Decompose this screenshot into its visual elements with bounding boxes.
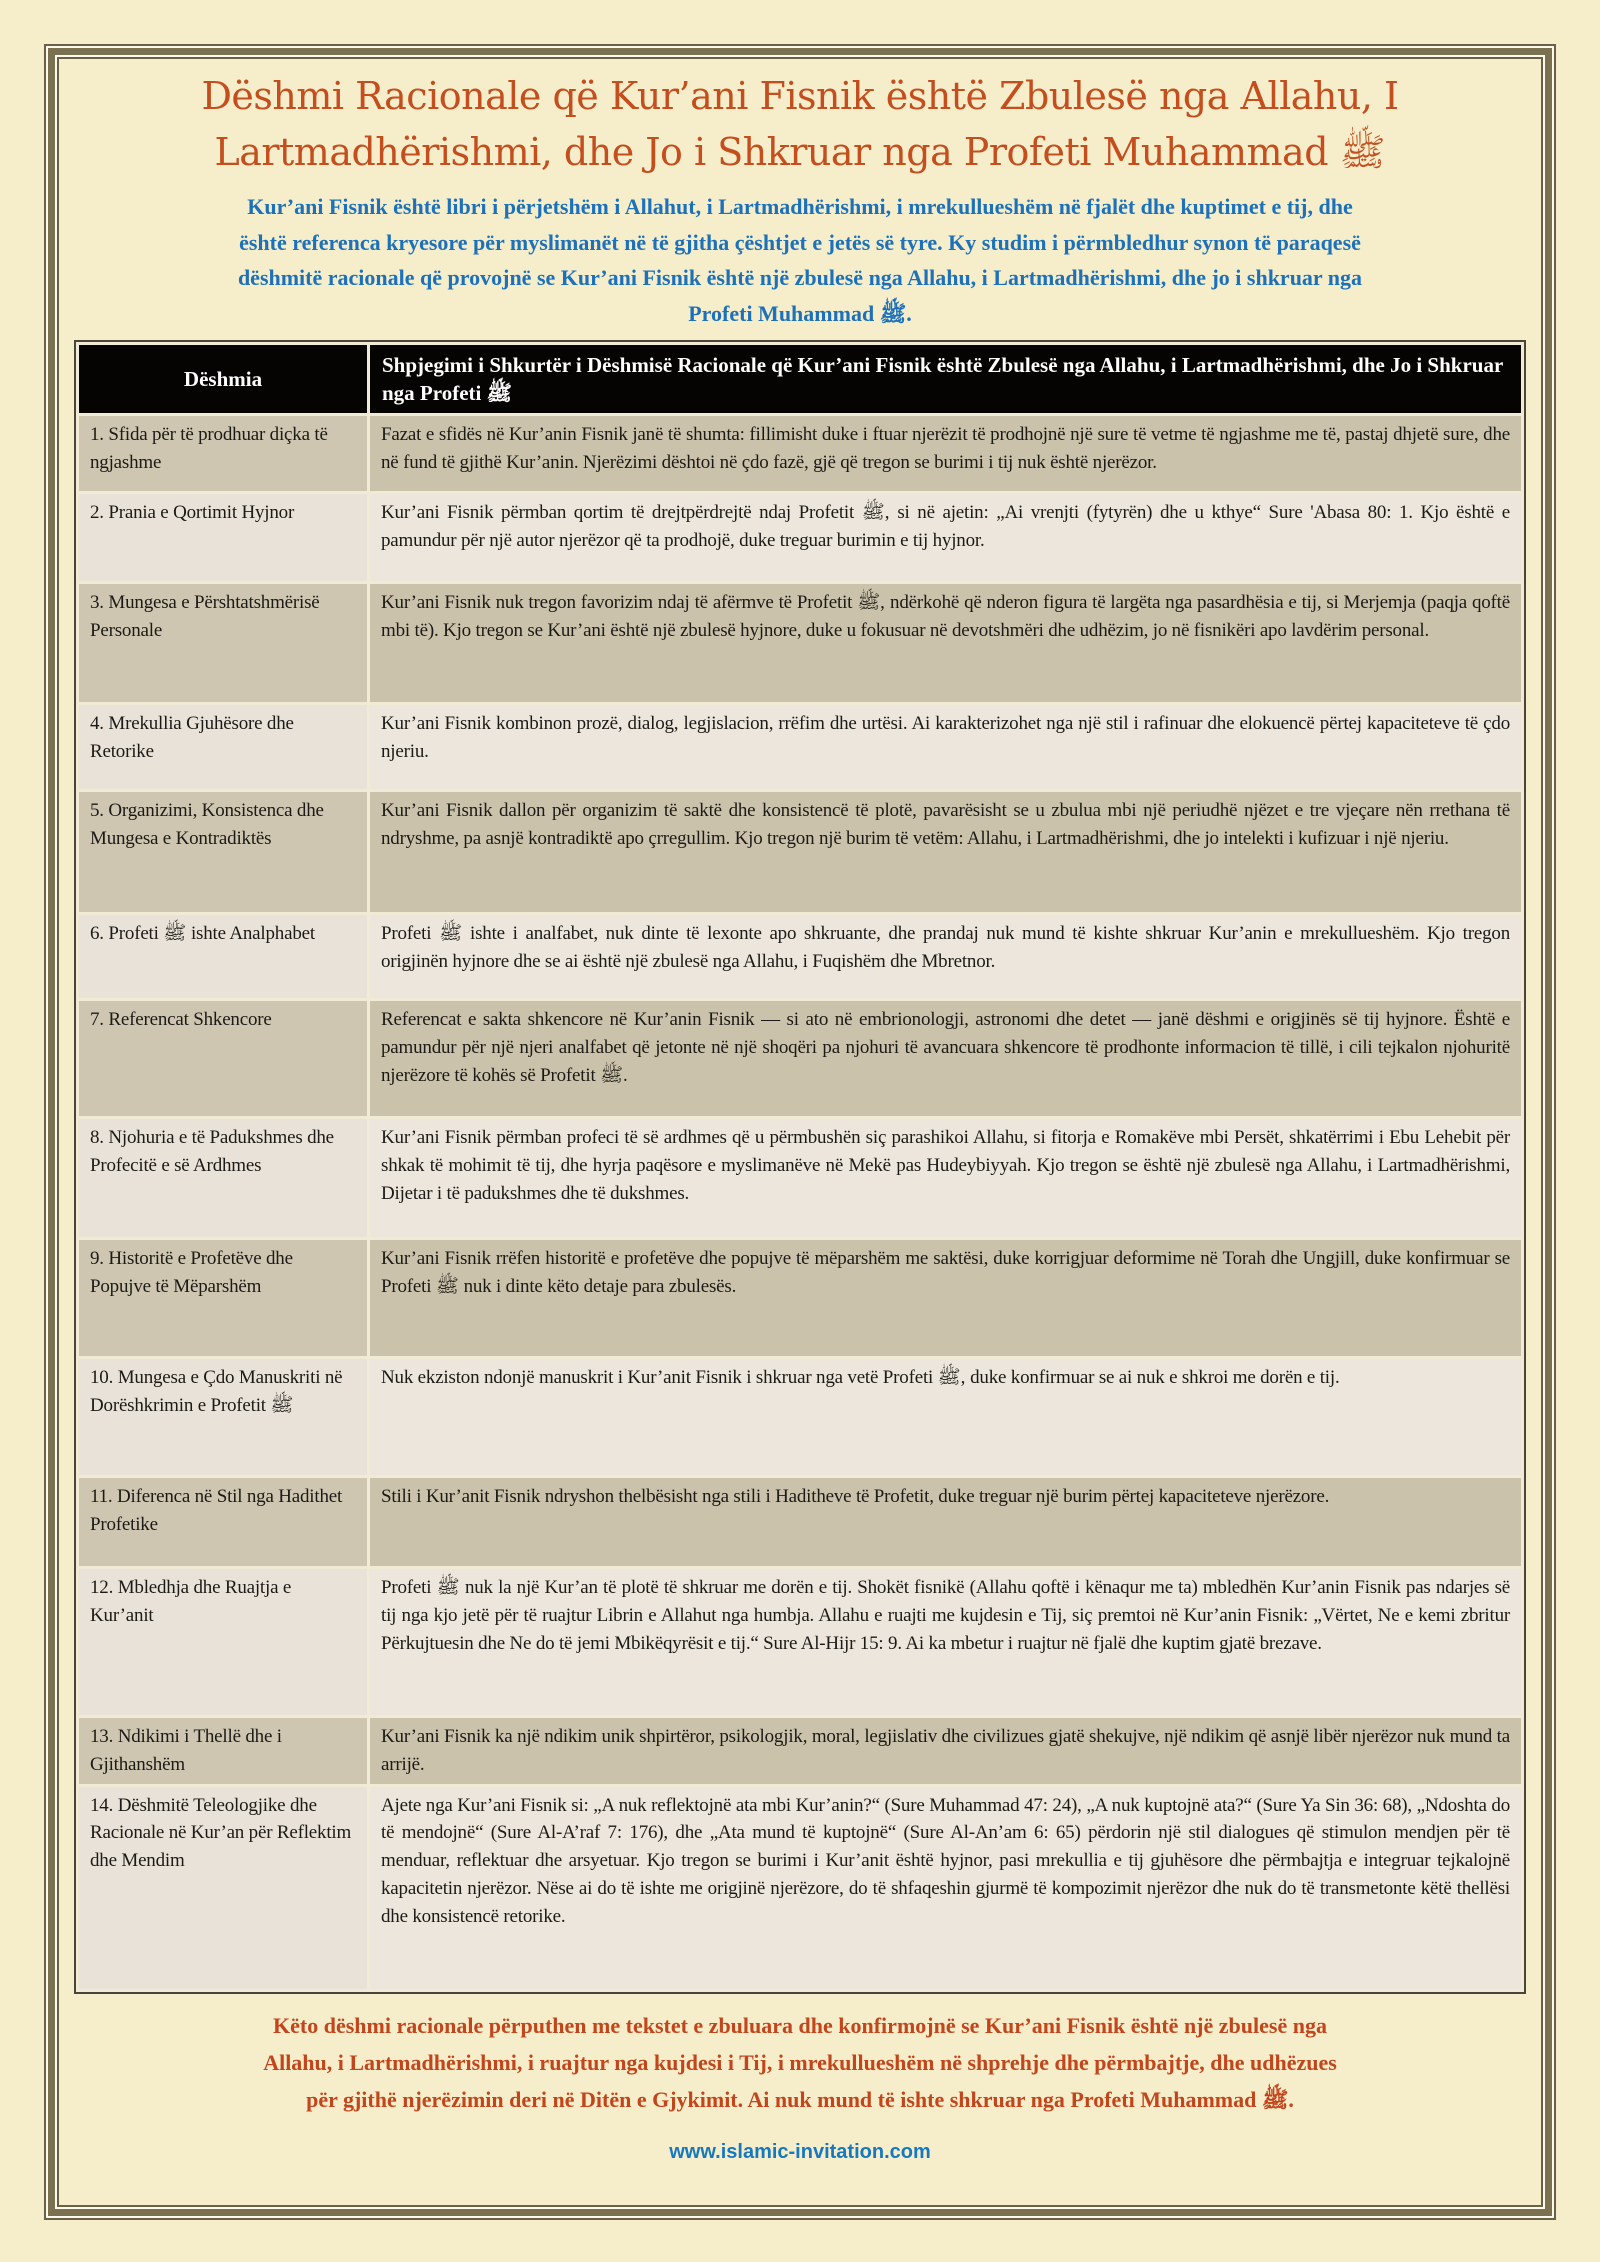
- evidence-cell: 12. Mbledhja dhe Ruajtja e Kur’anit: [79, 1569, 367, 1715]
- table-row: [79, 584, 1521, 702]
- page-title-line-2: Lartmadhërishmi, dhe Jo i Shkruar nga Profeti Muhammad ﷺ: [214, 130, 1386, 174]
- column-header-explanation: Shpjegimi i Shkurtër i Dëshmisë Racionale që Kur’ani Fisnik është Zbulesë nga Allahu, i Lartmadhërishmi, dhe Jo i Shkruar nga Profeti ﷺ: [370, 345, 1521, 414]
- explanation-cell: Kur’ani Fisnik ka një ndikim unik shpirtëror, psikologjik, moral, legjislativ dhe civilizues gjatë shekujve, një ndikim që asnjë libër njerëzor nuk mund ta arrijë.: [370, 1718, 1521, 1783]
- evidence-cell: 11. Diferenca në Stil nga Hadithet Profetike: [79, 1478, 367, 1566]
- conclusion-line: për gjithë njerëzimin deri në Ditën e Gjykimit. Ai nuk mund të ishte shkruar nga Profeti Muhammad ﷺ.: [306, 2086, 1294, 2112]
- table-row: [79, 792, 1521, 912]
- table-row: [79, 416, 1521, 491]
- evidence-table: [74, 340, 1526, 1994]
- evidence-cell: 4. Mrekullia Gjuhësore dhe Retorike: [79, 705, 367, 789]
- table-row: [79, 494, 1521, 581]
- evidence-cell: 8. Njohuria e të Padukshmes dhe Profecitë e së Ardhmes: [79, 1119, 367, 1237]
- intro-line: Kur’ani Fisnik është libri i përjetshëm i Allahut, i Lartmadhërishmi, i mrekullueshëm në fjalët dhe kuptimet e tij, dhe: [247, 194, 1353, 219]
- page-title: [73, 74, 1527, 174]
- table-row: [79, 1240, 1521, 1356]
- document-content-area: [57, 57, 1543, 2207]
- intro-paragraph: [73, 189, 1527, 332]
- page-title-line-1: Dëshmi Racionale që Kur’ani Fisnik është Zbulesë nga Allahu, I: [201, 74, 1399, 118]
- evidence-cell: 10. Mungesa e Çdo Manuskriti në Dorëshkrimin e Profetit ﷺ: [79, 1359, 367, 1475]
- evidence-cell: 3. Mungesa e Përshtatshmërisë Personale: [79, 584, 367, 702]
- evidence-cell: 5. Organizimi, Konsistenca dhe Mungesa e Kontradiktës: [79, 792, 367, 912]
- evidence-cell: 7. Referencat Shkencore: [79, 1001, 367, 1116]
- explanation-cell: Kur’ani Fisnik nuk tregon favorizim ndaj të afërmve të Profetit ﷺ, ndërkohë që nderon figura të largëta nga pasardhësia e tij, si Merjemja (paqja qoftë mbi të). Kjo tregon se Kur’ani është një zbulesë hyjnore, duke u fokusuar në devotshmëri dhe udhëzim, jo në fisnikëri apo lavdërim personal.: [370, 584, 1521, 702]
- column-header-evidence: Dëshmia: [79, 345, 367, 414]
- conclusion-paragraph: [83, 2008, 1517, 2119]
- intro-line: Profeti Muhammad ﷺ.: [688, 300, 912, 326]
- evidence-cell: 13. Ndikimi i Thellë dhe i Gjithanshëm: [79, 1718, 367, 1783]
- explanation-cell: Profeti ﷺ ishte i analfabet, nuk dinte të lexonte apo shkruante, dhe prandaj nuk mund të kishte shkruar Kur’anin e mrekullueshëm. Kjo tregon origjinën hyjnore dhe se ai është një zbulesë nga Allahu, i Fuqishëm dhe Mbretnor.: [370, 915, 1521, 998]
- explanation-cell: Kur’ani Fisnik kombinon prozë, dialog, legjislacion, rrëfim dhe urtësi. Ai karakterizohet nga një stil i rafinuar dhe elokuencë përtej kapaciteteve të çdo njeriu.: [370, 705, 1521, 789]
- table-row: [79, 705, 1521, 789]
- table-row: [79, 1359, 1521, 1475]
- explanation-cell: Ajete nga Kur’ani Fisnik si: „A nuk reflektojnë ata mbi Kur’anin?“ (Sure Muhammad 47: 24), „A nuk kuptojnë ata?“ (Sure Ya Sin 36: 68), „Ndoshta do të mendojnë“ (Sure Al-A’raf 7: 176), dhe „Ata mund të kuptojnë“ (Sure Al-An’am 6: 65) përdorin një stil dialogues që stimulon mendjen për të menduar, reflektuar dhe arsyetuar. Kjo tregon se burimi i Kur’anit është hyjnor, pasi mrekullia e tij gjuhësore dhe përmbajtja e integruar tejkalojnë kapacitetin njerëzor. Nëse ai do të ishte me origjinë njerëzore, do të shfaqeshin gjurmë të kompozimit njerëzor dhe nuk do të transmetonte këtë thellësi dhe konsistencë retorike.: [370, 1787, 1521, 1989]
- explanation-cell: Kur’ani Fisnik dallon për organizim të saktë dhe konsistencë të plotë, pavarësisht se u zbulua mbi një periudhë njëzet e tre vjeçare nën rrethana të ndryshme, pa asnjë kontradiktë apo çrregullim. Kjo tregon një burim të vetëm: Allahu, i Lartmadhërishmi, dhe jo intelekti i kufizuar i një njeriu.: [370, 792, 1521, 912]
- explanation-cell: Referencat e sakta shkencore në Kur’anin Fisnik — si ato në embrionologji, astronomi dhe detet — janë dëshmi e origjinës së tij hyjnore. Është e pamundur për një njeri analfabet që jetonte në një shoqëri pa njohuri të avancuara shkencore të prodhonte informacion të tillë, i cili tejkalon njohuritë njerëzore të kohës së Profetit ﷺ.: [370, 1001, 1521, 1116]
- table-row: [79, 1569, 1521, 1715]
- table-row: [79, 1119, 1521, 1237]
- table-row: [79, 1478, 1521, 1566]
- explanation-cell: Profeti ﷺ nuk la një Kur’an të plotë të shkruar me dorën e tij. Shokët fisnikë (Allahu qoftë i kënaqur me ta) mbledhën Kur’anin Fisnik pas ndarjes së tij nga kjo jetë për të ruajtur Librin e Allahut nga humbja. Allahu e ruajti me kujdesin e Tij, siç premtoi në Kur’anin Fisnik: „Vërtet, Ne e kemi zbritur Përkujtuesin dhe Ne do të jemi Mbikëqyrësit e tij.“ Sure Al-Hijr 15: 9. Ai ka mbetur i ruajtur në fjalë dhe kuptim gjatë brezave.: [370, 1569, 1521, 1715]
- table-row: [79, 915, 1521, 998]
- explanation-cell: Kur’ani Fisnik rrëfen historitë e profetëve dhe popujve të mëparshëm me saktësi, duke korrigjuar deformime në Torah dhe Ungjill, duke konfirmuar se Profeti ﷺ nuk i dinte këto detaje para zbulesës.: [370, 1240, 1521, 1356]
- table-row: [79, 1718, 1521, 1783]
- conclusion-line: Këto dëshmi racionale përputhen me tekstet e zbuluara dhe konfirmojnë se Kur’ani Fisnik është një zbulesë nga: [273, 2012, 1327, 2038]
- evidence-cell: 14. Dëshmitë Teleologjike dhe Racionale në Kur’an për Reflektim dhe Mendim: [79, 1787, 367, 1989]
- explanation-cell: Kur’ani Fisnik përmban qortim të drejtpërdrejtë ndaj Profetit ﷺ, si në ajetin: „Ai vrenjti (fytyrën) dhe u kthye“ Sure 'Abasa 80: 1. Kjo është e pamundur për një autor njerëzor që ta prodhojë, duke treguar burimin e tij hyjnor.: [370, 494, 1521, 581]
- evidence-cell: 2. Prania e Qortimit Hyjnor: [79, 494, 367, 581]
- intro-line: dëshmitë racionale që provojnë se Kur’ani Fisnik është një zbulesë nga Allahu, i Lartmadhërishmi, dhe jo i shkruar nga: [237, 265, 1363, 291]
- conclusion-line: Allahu, i Lartmadhërishmi, i ruajtur nga kujdesi i Tij, i mrekullueshëm në shprehje dhe përmbajtje, dhe udhëzues: [263, 2049, 1337, 2075]
- table-row: [79, 1001, 1521, 1116]
- table-header-row: [79, 345, 1521, 414]
- explanation-cell: Kur’ani Fisnik përmban profeci të së ardhmes që u përmbushën siç parashikoi Allahu, si fitorja e Romakëve mbi Persët, shkatërrimi i Ebu Lehebit për shkak të mohimit të tij, dhe hyrja paqësore e myslimanëve në Mekë pas Hudeybiyyah. Kjo tregon se është një zbulesë nga Allahu, i Lartmadhërishmi, Dijetar i të padukshmes dhe të dukshmes.: [370, 1119, 1521, 1237]
- explanation-cell: Stili i Kur’anit Fisnik ndryshon thelbësisht nga stili i Haditheve të Profetit, duke treguar një burim përtej kapaciteteve njerëzore.: [370, 1478, 1521, 1566]
- evidence-cell: 6. Profeti ﷺ ishte Analphabet: [79, 915, 367, 998]
- table-body: [79, 416, 1521, 1988]
- intro-line: është referenca kryesore për myslimanët në të gjitha çështjet e jetës së tyre. Ky studim i përmbledhur synon të paraqesë: [239, 229, 1361, 255]
- table-row: [79, 1787, 1521, 1989]
- explanation-cell: Fazat e sfidës në Kur’anin Fisnik janë të shumta: fillimisht duke i ftuar njerëzit të prodhojnë një sure të vetme të ngjashme me të, pastaj dhjetë sure, dhe në fund të gjithë Kur’anin. Njerëzimi dështoi në çdo fazë, gjë që tregon se burimi i tij nuk është njerëzor.: [370, 416, 1521, 491]
- evidence-cell: 9. Historitë e Profetëve dhe Popujve të Mëparshëm: [79, 1240, 367, 1356]
- evidence-cell: 1. Sfida për të prodhuar diçka të ngjashme: [79, 416, 367, 491]
- website-link[interactable]: www.islamic-invitation.com: [669, 2140, 931, 2163]
- decorative-frame-band: [48, 48, 1552, 2216]
- table-header: [79, 345, 1521, 414]
- decorative-frame-outer: [44, 44, 1556, 2220]
- explanation-cell: Nuk ekziston ndonjë manuskrit i Kur’anit Fisnik i shkruar nga vetë Profeti ﷺ, duke konfirmuar se ai nuk e shkroi me dorën e tij.: [370, 1359, 1521, 1475]
